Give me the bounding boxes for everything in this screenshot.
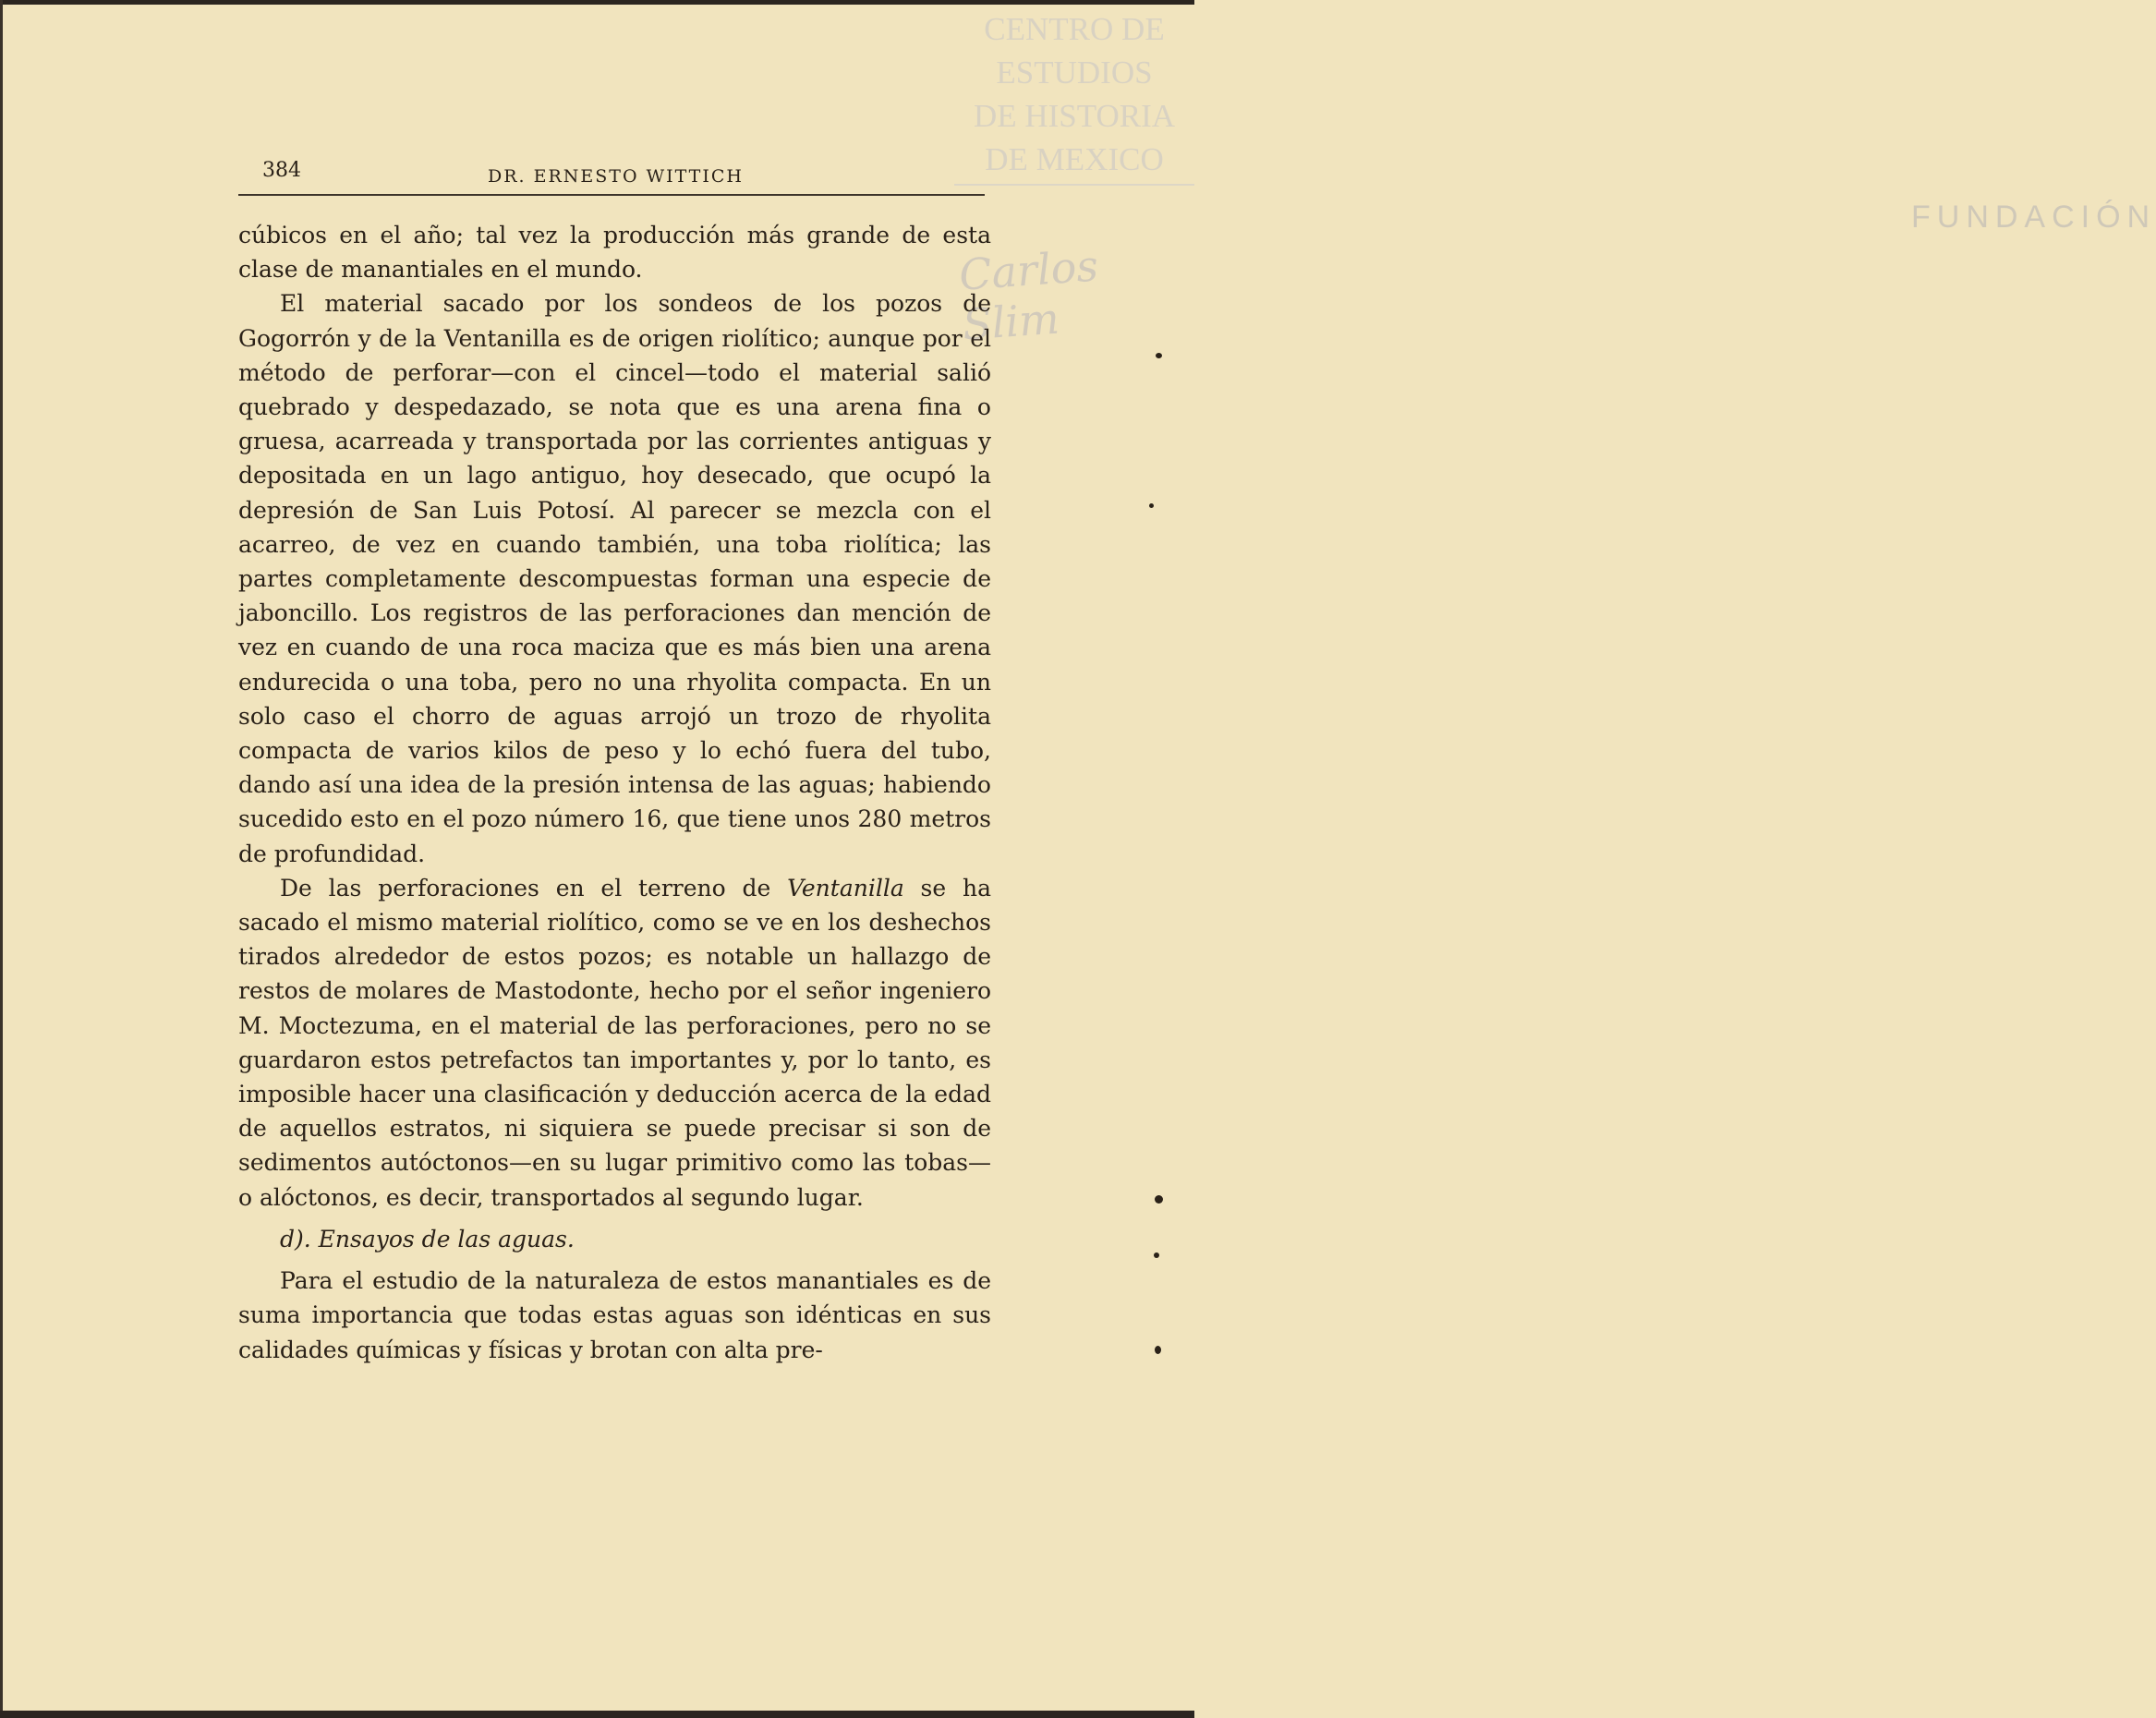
- paragraph: [238, 871, 991, 1215]
- section-heading: d). Ensayos de las aguas.: [280, 1225, 575, 1252]
- paragraph: cúbicos en el año; tal vez la producción más grande de esta clase de manantiales en el mundo.: [238, 222, 991, 284]
- running-head: DR. ERNESTO WITTICH: [488, 166, 744, 187]
- watermark-divider: [954, 184, 1194, 186]
- italic-place-name: Ventanilla: [787, 874, 904, 901]
- watermark-line: ESTUDIOS: [996, 54, 1153, 91]
- paragraph-text: De las perforaciones en el terreno de: [280, 874, 788, 901]
- paragraph-text: se ha sacado el mismo material riolítico, como se ve en los deshechos tirados alrededor de estos pozos; es notable un hallazgo de restos de molares de Mastodonte, hecho por el señor ingeniero M. Moctezuma, en el material de las perforaciones, pero no se guardaron estos petrefactos tan importantes y, por lo tanto, es imposible hacer una clasificación y deducción acerca de la edad de aquellos estratos, ni siquiera se puede precisar si son de sedimentos autóctonos—en su lugar primitivo como las tobas—o alóctonos, es decir, transportados al segundo lugar.: [238, 874, 991, 1211]
- paragraph: El material sacado por los sondeos de los pozos de Gogorrón y de la Ventanilla es de origen riolítico; aunque por el método de perforar—con el cincel—todo el material salió quebrado y despedazado, se nota que es una arena fina o gruesa, acarreada y transportada por las corrientes antiguas y depositada en un lago antiguo, hoy desecado, que ocupó la depresión de San Luis Potosí. Al parecer se mezcla con el acarreo, de vez en cuando también, una toba riolítica; las partes completamente descompuestas forman una especie de jaboncillo. Los registros de las perforaciones dan mención de vez en cuando de una roca maciza que es más bien una arena endurecida o una toba, pero no una rhyolita compacta. En un solo caso el chorro de aguas arrojó un trozo de rhyolita compacta de varios kilos de peso y lo echó fuera del tubo, dando así una idea de la presión intensa de las aguas; habiendo sucedido esto en el pozo número 16, que tiene unos 280 metros de profundidad.: [238, 290, 991, 867]
- watermark-foundation: FUNDACIÓN: [1911, 200, 2156, 235]
- watermark-signature: Carlos Slim: [957, 240, 1100, 350]
- watermark-line: CENTRO DE: [984, 11, 1165, 47]
- scan-edge-left: [0, 0, 3, 1718]
- scan-edge-top: [0, 0, 1194, 5]
- page-header: [238, 157, 987, 198]
- page-body: [238, 218, 991, 1367]
- paragraph: Para el estudio de la naturaleza de estos manantiales es de suma importancia que todas estas aguas son idénticas en sus calidades químicas y físicas y brotan con alta pre-: [238, 1267, 991, 1363]
- page-number: 384: [262, 159, 301, 182]
- archive-watermark: [954, 7, 1194, 181]
- watermark-line: DE HISTORIA: [973, 98, 1176, 134]
- scan-edge-bottom: [0, 1711, 1194, 1718]
- watermark-line: DE MEXICO: [985, 141, 1164, 177]
- header-rule: [238, 194, 985, 196]
